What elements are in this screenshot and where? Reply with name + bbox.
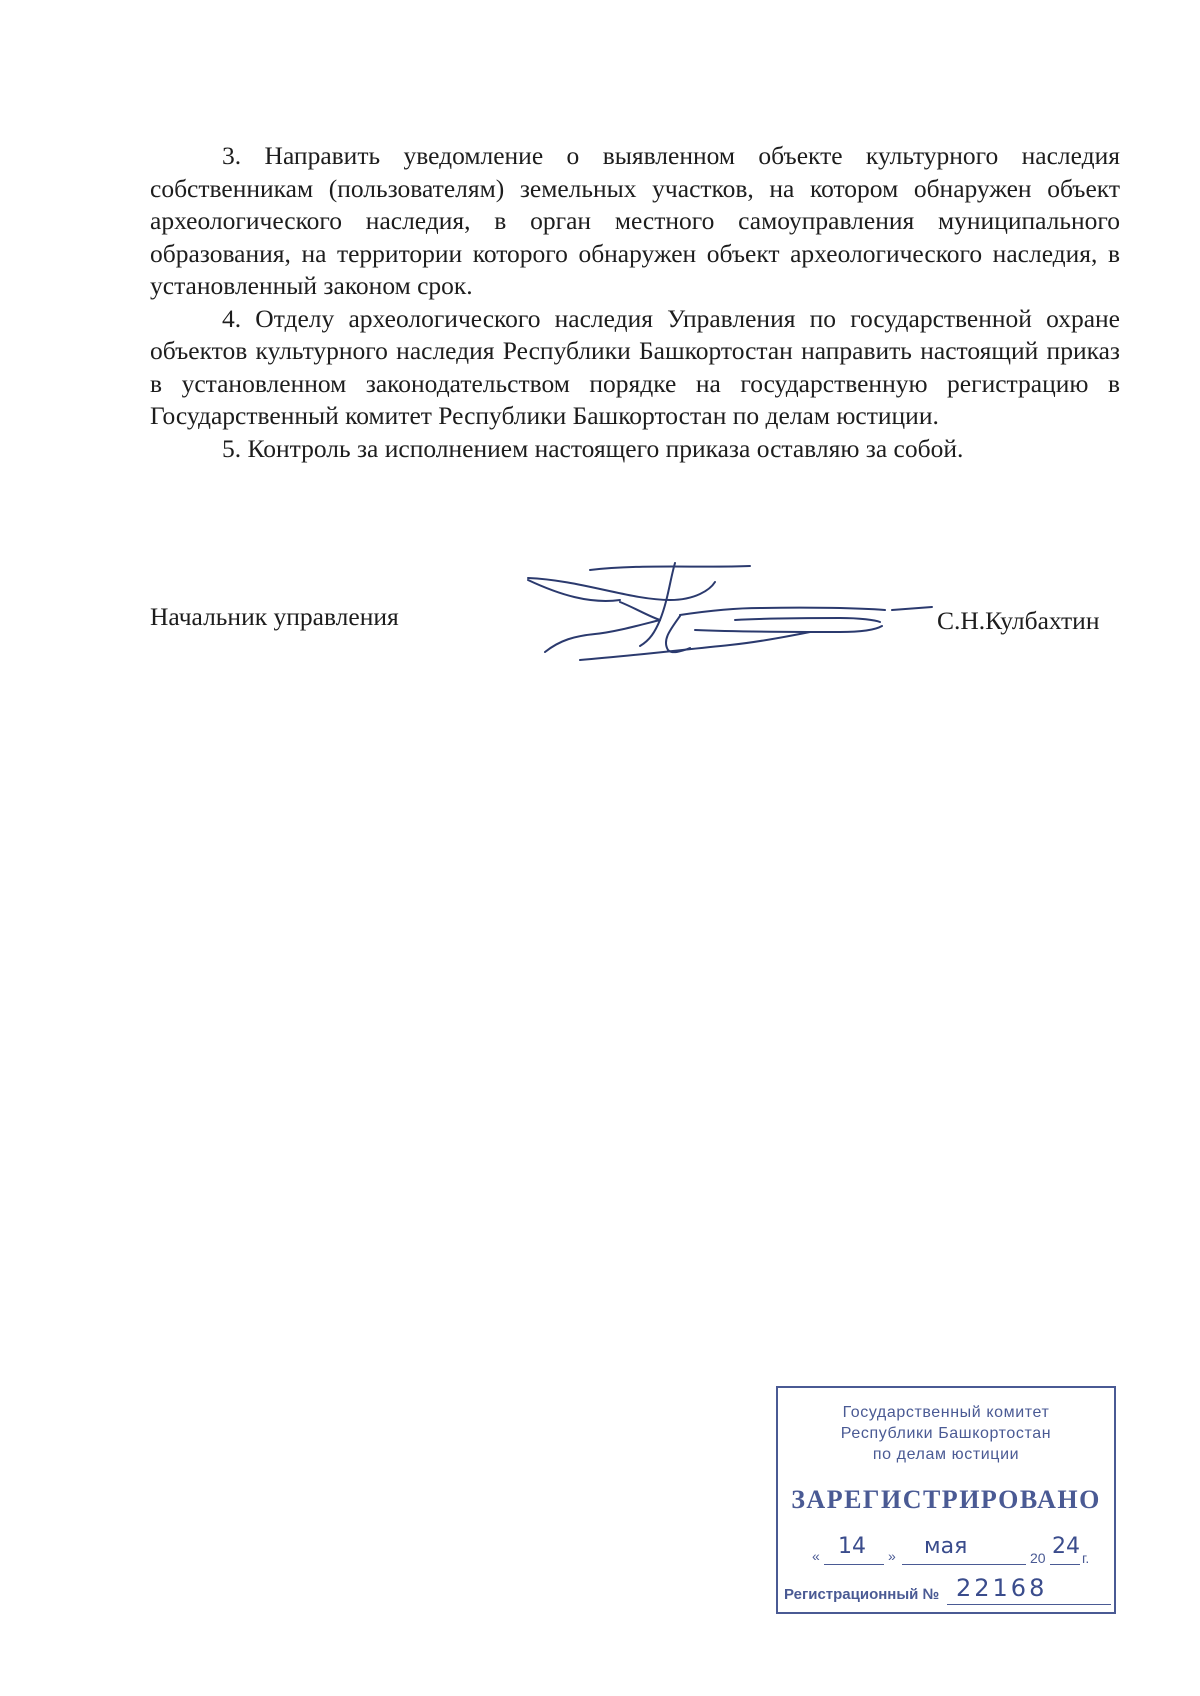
stamp-quote-close: »	[888, 1548, 896, 1564]
reg-number-line	[947, 1604, 1111, 1605]
stamp-organization	[778, 1402, 1114, 1465]
date-day-line	[824, 1564, 884, 1565]
paragraph-3: 3. Направить уведомление о выявленном объекте культурного наследия собственникам (пользователям) земельных участков, на котором обнаружен объект археологического наследия, в орган местного самоуправления муниципального образования, на территории которого обнаружен объект археологического наследия, в установленный законом срок.	[150, 141, 1120, 300]
stamp-status: ЗАРЕГИСТРИРОВАНО	[791, 1485, 1101, 1514]
stamp-year-unit: г.	[1082, 1550, 1090, 1566]
stamp-quote-open: «	[812, 1548, 820, 1564]
stamp-year-suffix: 24	[1052, 1534, 1080, 1559]
stamp-date-day: 14	[838, 1534, 866, 1559]
document-body	[150, 140, 1120, 465]
stamp-year-prefix: 20	[1030, 1550, 1046, 1566]
date-month-line	[902, 1564, 1026, 1565]
date-year-line	[1050, 1564, 1080, 1565]
registration-stamp	[776, 1386, 1116, 1614]
paragraph-4: 4. Отделу археологического наследия Управления по государственной охране объектов культурного наследия Республики Башкортостан направить настоящий приказ в установленном законодательством порядке на государственную регистрацию в Государственный комитет Республики Башкортостан по делам юстиции.	[150, 303, 1120, 430]
signatory-name: С.Н.Кулбахтин	[937, 606, 1100, 635]
stamp-date	[812, 1532, 1112, 1568]
stamp-date-month: мая	[924, 1534, 968, 1559]
stamp-org-line: Республики Башкортостан	[840, 1425, 1052, 1442]
stamp-reg-number: 22168	[956, 1574, 1048, 1602]
handwritten-signature	[520, 560, 940, 670]
stamp-org-line: по делам юстиции	[872, 1446, 1020, 1463]
stamp-org-line: Государственный комитет	[842, 1404, 1050, 1421]
stamp-reg-label: Регистрационный №	[784, 1586, 940, 1603]
signature-block	[0, 560, 1200, 680]
stamp-registration	[784, 1576, 1114, 1610]
paragraph-5: 5. Контроль за исполнением настоящего приказа оставляю за собой.	[222, 433, 964, 463]
signatory-title: Начальник управления	[150, 602, 399, 631]
